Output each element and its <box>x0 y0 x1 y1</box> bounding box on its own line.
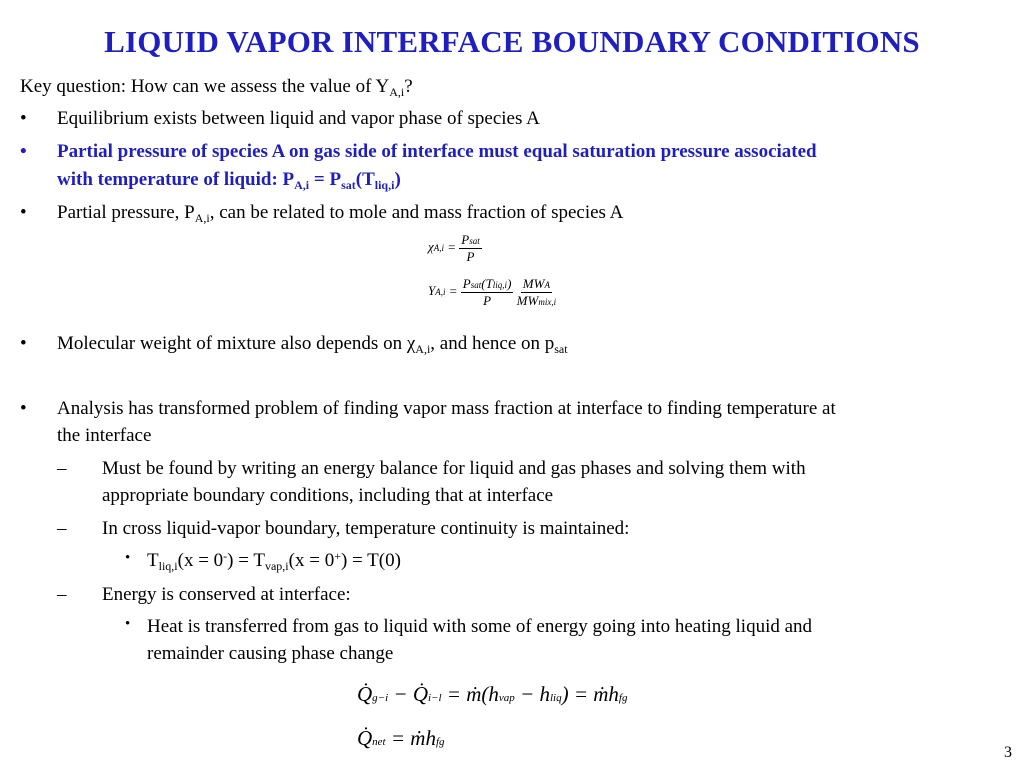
bullet-icon: • <box>20 141 27 162</box>
bullet-analysis-line1: Analysis has transformed problem of finding vapor mass fraction at interface to finding temperature at <box>57 398 836 419</box>
dash-icon: – <box>57 518 67 539</box>
bullet-icon: • <box>20 202 27 223</box>
b4-chi: χ <box>406 333 416 354</box>
b2-sub: sat <box>341 178 356 192</box>
bullet-icon: • <box>125 550 131 566</box>
b2-sub: liq,i <box>374 178 395 192</box>
bullet-analysis-line2: the interface <box>57 425 152 446</box>
key-question-text: Key question: How can we assess the value of Y <box>20 76 390 97</box>
b3-text: , can be related to mole and mass fraction of species A <box>209 202 624 223</box>
s1-sup: - <box>223 549 228 563</box>
b2-text: = P <box>309 169 342 190</box>
equation-mass-fraction: YA,i = $\frac{\text{Psat(Tliq,i)}}{P}$ $\frac{\text{MWA}}{\text{MWmix,i}}$ <box>428 276 557 308</box>
s1-text: ) = T(0) <box>340 550 401 571</box>
bullet-equilibrium: Equilibrium exists between liquid and vapor phase of species A <box>57 108 540 129</box>
b2-sub: A,i <box>294 178 310 192</box>
bullet-icon: • <box>20 108 27 129</box>
b4-sub: A,i <box>415 342 431 356</box>
dash-energy-balance-line2: appropriate boundary conditions, including that at interface <box>102 485 554 506</box>
sub-heat-transfer-line1: Heat is transferred from gas to liquid with some of energy going into heating liquid and <box>147 616 813 637</box>
slide-title: LIQUID VAPOR INTERFACE BOUNDARY CONDITIONS <box>104 24 920 59</box>
bullet-mole-mass <box>57 202 623 224</box>
bullet-molecular-weight <box>57 333 568 355</box>
s1-text: (x = 0 <box>177 550 224 571</box>
s1-sub: liq,i <box>158 559 178 573</box>
bullet-icon: • <box>20 398 27 419</box>
equation-net-heat: Q̇net = ṁhfg <box>357 726 445 750</box>
dash-icon: – <box>57 584 67 605</box>
b2-text: (T <box>355 169 375 190</box>
b2-text: ) <box>394 169 401 190</box>
dash-continuity: In cross liquid-vapor boundary, temperature continuity is maintained: <box>102 518 630 539</box>
equation-mole-fraction: χA,i = $\frac{\text{Psat}}{P}$ <box>428 232 480 264</box>
b2-text: with temperature of liquid: P <box>57 169 295 190</box>
s1-sub: vap,i <box>264 559 289 573</box>
dash-icon: – <box>57 458 67 479</box>
b4-sub: sat <box>554 342 568 356</box>
s1-text: ) = T <box>227 550 265 571</box>
key-question-sub: A,i <box>389 85 405 99</box>
dash-energy-conserved: Energy is conserved at interface: <box>102 584 351 605</box>
b4-text: Molecular weight of mixture also depends on <box>57 333 407 354</box>
sub-heat-transfer-line2: remainder causing phase change <box>147 643 394 664</box>
s1-text: T <box>147 550 159 571</box>
key-question-suffix: ? <box>404 76 413 97</box>
b4-text: , and hence on p <box>430 333 555 354</box>
key-question <box>20 76 413 98</box>
bullet-partial-pressure-line1: Partial pressure of species A on gas side of interface must equal saturation pressure associated <box>57 141 817 162</box>
bullet-icon: • <box>20 333 27 354</box>
bullet-icon: • <box>125 616 131 632</box>
b3-sub: A,i <box>194 211 210 225</box>
b3-text: Partial pressure, P <box>57 202 195 223</box>
bullet-partial-pressure-line2 <box>57 169 401 191</box>
equation-energy-balance: Q̇g−i − Q̇i−l = ṁ(hvap − hliq) = ṁhfg <box>357 682 628 706</box>
dash-energy-balance-line1: Must be found by writing an energy balance for liquid and gas phases and solving them with <box>102 458 806 479</box>
sub-temperature-continuity <box>147 550 401 572</box>
page-number: 3 <box>1004 744 1012 761</box>
s1-text: (x = 0 <box>288 550 335 571</box>
s1-sup: + <box>334 549 341 563</box>
